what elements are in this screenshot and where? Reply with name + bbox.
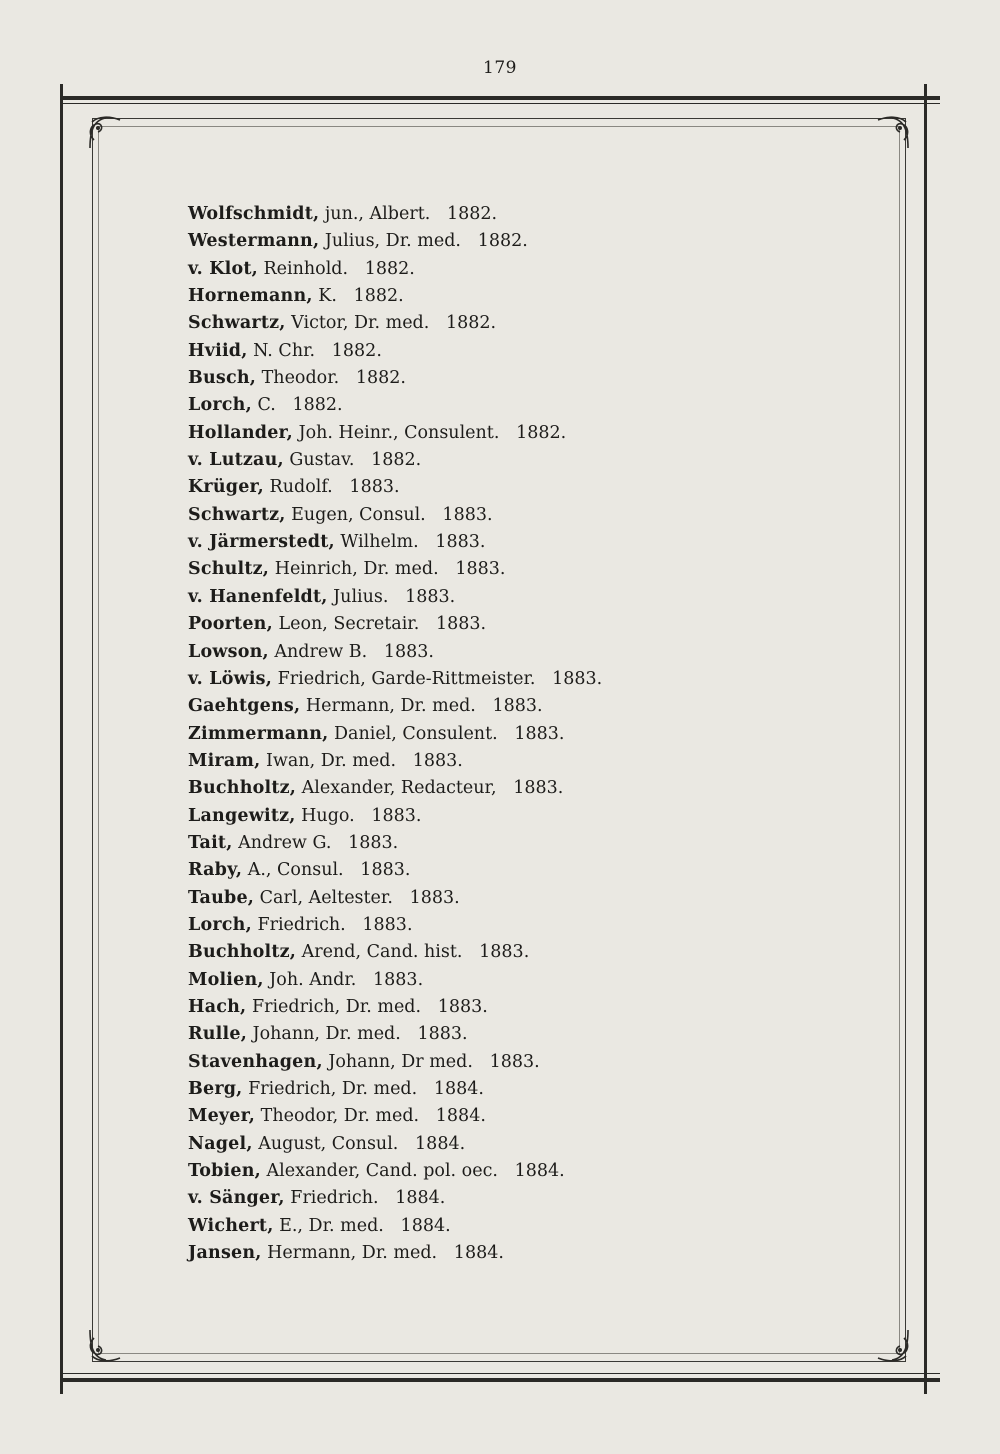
list-item — [188, 1185, 848, 1212]
entry-details: Daniel, Consulent. 1883. — [333, 723, 565, 744]
list-item — [188, 228, 848, 255]
entry-details: Joh. Andr. 1883. — [269, 969, 424, 990]
entry-surname: Poorten, — [188, 614, 273, 635]
entry-surname: v. Järmerstedt, — [188, 532, 335, 553]
list-item — [188, 830, 848, 857]
frame-top-thin-rule — [60, 103, 940, 104]
entry-surname: Zimmermann, — [188, 723, 329, 744]
entry-surname: Stavenhagen, — [188, 1051, 323, 1072]
list-item — [188, 775, 848, 802]
entry-details: Johann, Dr. med. 1883. — [252, 1024, 468, 1045]
list-item — [188, 1049, 848, 1076]
list-item — [188, 939, 848, 966]
entry-surname: Buchholtz, — [188, 778, 297, 799]
entry-surname: v. Hanenfeldt, — [188, 586, 328, 607]
entry-details: N. Chr. 1882. — [253, 340, 382, 361]
entry-surname: v. Klot, — [188, 258, 258, 279]
list-item — [188, 994, 848, 1021]
entry-surname: Schwartz, — [188, 313, 286, 334]
entry-surname: Lowson, — [188, 641, 269, 662]
entry-surname: Rulle, — [188, 1024, 247, 1045]
entry-details: Rudolf. 1883. — [269, 477, 400, 498]
list-item — [188, 967, 848, 994]
list-item — [188, 639, 848, 666]
corner-ornament-bottom-right-icon — [870, 1324, 914, 1368]
entry-surname: Hach, — [188, 996, 247, 1017]
entry-surname: Jansen, — [188, 1243, 262, 1264]
list-item — [188, 338, 848, 365]
entry-details: Gustav. 1882. — [289, 450, 422, 471]
entry-details: Carl, Aeltester. 1883. — [259, 887, 460, 908]
entry-surname: Krüger, — [188, 477, 264, 498]
entry-details: Heinrich, Dr. med. 1883. — [274, 559, 506, 580]
entry-details: Wilhelm. 1883. — [340, 532, 486, 553]
frame-bottom-rule — [60, 1378, 940, 1382]
list-item — [188, 1021, 848, 1048]
frame-top-rule — [60, 96, 940, 100]
entry-details: Arend, Cand. hist. 1883. — [301, 942, 530, 963]
list-item — [188, 365, 848, 392]
entry-details: Hugo. 1883. — [301, 805, 422, 826]
entry-surname: Meyer, — [188, 1106, 256, 1127]
entry-surname: Lorch, — [188, 395, 252, 416]
list-item — [188, 803, 848, 830]
list-item — [188, 1213, 848, 1240]
list-item — [188, 474, 848, 501]
list-item — [188, 611, 848, 638]
entry-surname: Berg, — [188, 1079, 243, 1099]
entry-surname: Langewitz, — [188, 805, 296, 826]
entry-details: Julius, Dr. med. 1882. — [324, 231, 528, 252]
entry-surname: Hornemann, — [188, 286, 313, 307]
list-item — [188, 912, 848, 939]
entry-surname: Taube, — [188, 887, 255, 908]
frame-right-rule — [924, 84, 927, 1394]
list-item — [188, 420, 848, 447]
entry-surname: v. Löwis, — [188, 668, 273, 689]
entry-details: Friedrich, Garde-Rittmeister. 1883. — [277, 668, 603, 689]
entry-details: Theodor, Dr. med. 1884. — [260, 1106, 486, 1127]
list-item — [188, 392, 848, 419]
list-item — [188, 584, 848, 611]
entry-details: Theodor. 1882. — [261, 368, 406, 389]
entry-details: Joh. Heinr., Consulent. 1882. — [298, 422, 567, 443]
list-item — [188, 721, 848, 748]
page-number: 179 — [483, 58, 517, 78]
entry-surname: Miram, — [188, 750, 261, 771]
list-item — [188, 693, 848, 720]
entry-details: K. 1882. — [318, 286, 404, 307]
entry-surname: Busch, — [188, 368, 257, 389]
list-item — [188, 447, 848, 474]
list-item — [188, 529, 848, 556]
entry-details: E., Dr. med. 1884. — [279, 1215, 451, 1236]
list-item — [188, 556, 848, 583]
member-list — [188, 201, 848, 1267]
list-item — [188, 666, 848, 693]
frame-bottom-thin-rule — [60, 1373, 940, 1374]
list-item — [188, 748, 848, 775]
entry-details: Friedrich. 1883. — [257, 914, 413, 935]
entry-details: Johann, Dr med. 1883. — [328, 1051, 540, 1072]
entry-surname: Hviid, — [188, 340, 248, 361]
corner-ornament-top-right-icon — [870, 110, 914, 154]
list-item — [188, 1240, 848, 1267]
frame-left-rule — [60, 84, 63, 1394]
entry-surname: Schwartz, — [188, 504, 286, 525]
list-item — [188, 1131, 848, 1158]
entry-details: Alexander, Redacteur, 1883. — [301, 778, 564, 799]
entry-details: Andrew G. 1883. — [238, 832, 399, 853]
corner-ornament-bottom-left-icon — [84, 1324, 128, 1368]
entry-details: C. 1882. — [257, 395, 343, 416]
entry-surname: Schultz, — [188, 559, 270, 580]
entry-surname: Tobien, — [188, 1161, 261, 1182]
list-item — [188, 502, 848, 529]
entry-details: jun., Albert. 1882. — [324, 204, 498, 224]
entry-surname: Wichert, — [188, 1215, 274, 1236]
list-item — [188, 885, 848, 912]
entry-details: Hermann, Dr. med. 1883. — [305, 696, 543, 717]
entry-surname: Raby, — [188, 860, 243, 881]
list-item — [188, 256, 848, 283]
entry-details: Victor, Dr. med. 1882. — [291, 313, 497, 334]
entry-surname: v. Sänger, — [188, 1188, 285, 1209]
entry-surname: Tait, — [188, 832, 233, 853]
entry-surname: v. Lutzau, — [188, 450, 284, 471]
entry-details: Iwan, Dr. med. 1883. — [265, 750, 463, 771]
entry-surname: Buchholtz, — [188, 942, 297, 963]
entry-details: A., Consul. 1883. — [247, 860, 411, 881]
entry-details: Friedrich, Dr. med. 1883. — [251, 996, 488, 1017]
entry-details: Julius. 1883. — [333, 586, 456, 607]
entry-details: Andrew B. 1883. — [274, 641, 434, 662]
list-item — [188, 1076, 848, 1103]
list-item — [188, 201, 848, 228]
entry-details: Friedrich. 1884. — [290, 1188, 446, 1209]
entry-surname: Hollander, — [188, 422, 293, 443]
list-item — [188, 857, 848, 884]
entry-details: August, Consul. 1884. — [258, 1133, 466, 1154]
entry-surname: Westermann, — [188, 231, 320, 252]
entry-details: Leon, Secretair. 1883. — [278, 614, 487, 635]
entry-surname: Molien, — [188, 969, 264, 990]
entry-details: Eugen, Consul. 1883. — [291, 504, 493, 525]
entry-details: Hermann, Dr. med. 1884. — [267, 1243, 504, 1264]
entry-surname: Nagel, — [188, 1133, 253, 1154]
list-item — [188, 1103, 848, 1130]
corner-ornament-top-left-icon — [84, 110, 128, 154]
entry-surname: Wolfschmidt, — [188, 204, 320, 224]
entry-details: Friedrich, Dr. med. 1884. — [248, 1079, 484, 1099]
list-item — [188, 1158, 848, 1185]
list-item — [188, 310, 848, 337]
entry-surname: Gaehtgens, — [188, 696, 301, 717]
list-item — [188, 283, 848, 310]
entry-surname: Lorch, — [188, 914, 252, 935]
entry-details: Reinhold. 1882. — [263, 258, 415, 279]
entry-details: Alexander, Cand. pol. oec. 1884. — [266, 1161, 565, 1182]
